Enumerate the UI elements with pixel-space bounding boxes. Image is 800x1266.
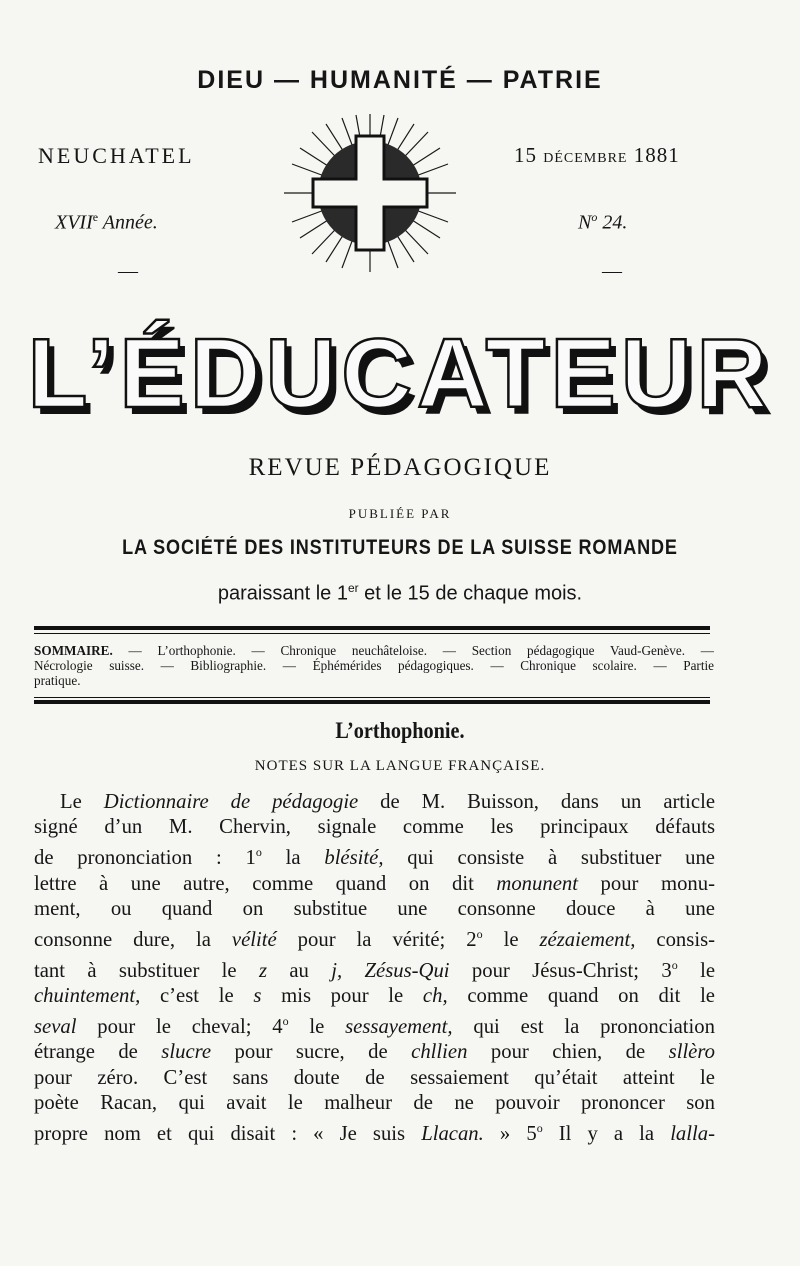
article-body xyxy=(34,790,715,1147)
body-line: chuintement, c’est le s mis pour le ch, comme quand on dit le xyxy=(34,985,715,1008)
date-month: DÉCEMBRE xyxy=(543,151,628,166)
society-name: LA SOCIÉTÉ DES INSTITUTEURS DE LA SUISSE ROMANDE xyxy=(122,536,678,559)
article-title: L’orthophonie. xyxy=(335,718,465,743)
rule-top-thin xyxy=(34,633,710,634)
left-dash: — xyxy=(118,260,138,282)
masthead-issue-number: $N^o$ 24. xyxy=(578,210,628,234)
right-dash: — xyxy=(602,260,622,282)
publication-schedule: paraissant le 1er et le 15 de chaque mois. xyxy=(217,581,583,605)
table-of-contents: SOMMAIRE. — L’orthophonie. — Chronique neuchâteloise. — Section pédagogique Vaud-Genève. — Nécrologie suisse. — Bibliographie. — Éphémérides pédagogiques. — Chronique scolaire. — Partie pratique. xyxy=(34,643,714,688)
journal-subtitle: REVUE PÉDAGOGIQUE xyxy=(248,454,552,481)
body-line: consonne dure, la vélité pour la vérité; 2$^o$ le zézaiement, consis- xyxy=(34,926,716,951)
body-line: pour zéro. C’est sans doute de sessaiement qu’était atteint le xyxy=(34,1066,715,1089)
rule-bottom-thin xyxy=(34,697,710,698)
body-line: ment, ou quand on substitue une consonne douce à une xyxy=(34,897,715,920)
rule-bottom-thick xyxy=(34,700,710,704)
swiss-cross-emblem-icon xyxy=(282,112,458,274)
summary-label: SOMMAIRE. xyxy=(34,643,113,658)
body-line: Le Dictionnaire de pédagogie de M. Buisson, dans un article xyxy=(60,791,715,813)
body-line: signé d’un M. Chervin, signale comme les principaux défauts xyxy=(34,816,715,839)
body-line: étrange de slucre pour sucre, de chllien pour chien, de sllèro xyxy=(34,1041,715,1064)
masthead-city: NEUCHATEL xyxy=(38,143,195,168)
body-line: poète Racan, qui avait le malheur de ne pouvoir prononcer son xyxy=(34,1091,715,1114)
body-line: seval pour le cheval; 4$^o$ le sessayement, qui est la prononciation xyxy=(34,1014,715,1039)
rule-top-thick xyxy=(34,626,710,630)
body-line: tant à substituer le z au j, Zésus-Qui pour Jésus-Christ; 3$^o$ le xyxy=(34,958,716,982)
published-by: PUBLIÉE PAR xyxy=(348,506,452,521)
journal-title: L’ÉDUCATEUR xyxy=(27,318,773,428)
masthead-year: XVIIe Année. xyxy=(55,210,158,234)
body-line: lettre à une autre, comme quand on dit monunent pour monu- xyxy=(34,872,716,895)
date-day: 15 xyxy=(514,143,537,167)
date-year: 1881 xyxy=(633,143,680,167)
masthead-date xyxy=(514,143,680,168)
article-subtitle: NOTES SUR LA LANGUE FRANÇAISE. xyxy=(254,758,546,774)
body-line: de prononciation : 1$^o$ la blésité, qui consiste à substituer une xyxy=(34,845,715,870)
body-line: propre nom et qui disait : « Je suis Llacan. » 5$^o$ Il y a la lalla- xyxy=(34,1121,716,1145)
masthead-motto: DIEU — HUMANITÉ — PATRIE xyxy=(197,66,603,94)
